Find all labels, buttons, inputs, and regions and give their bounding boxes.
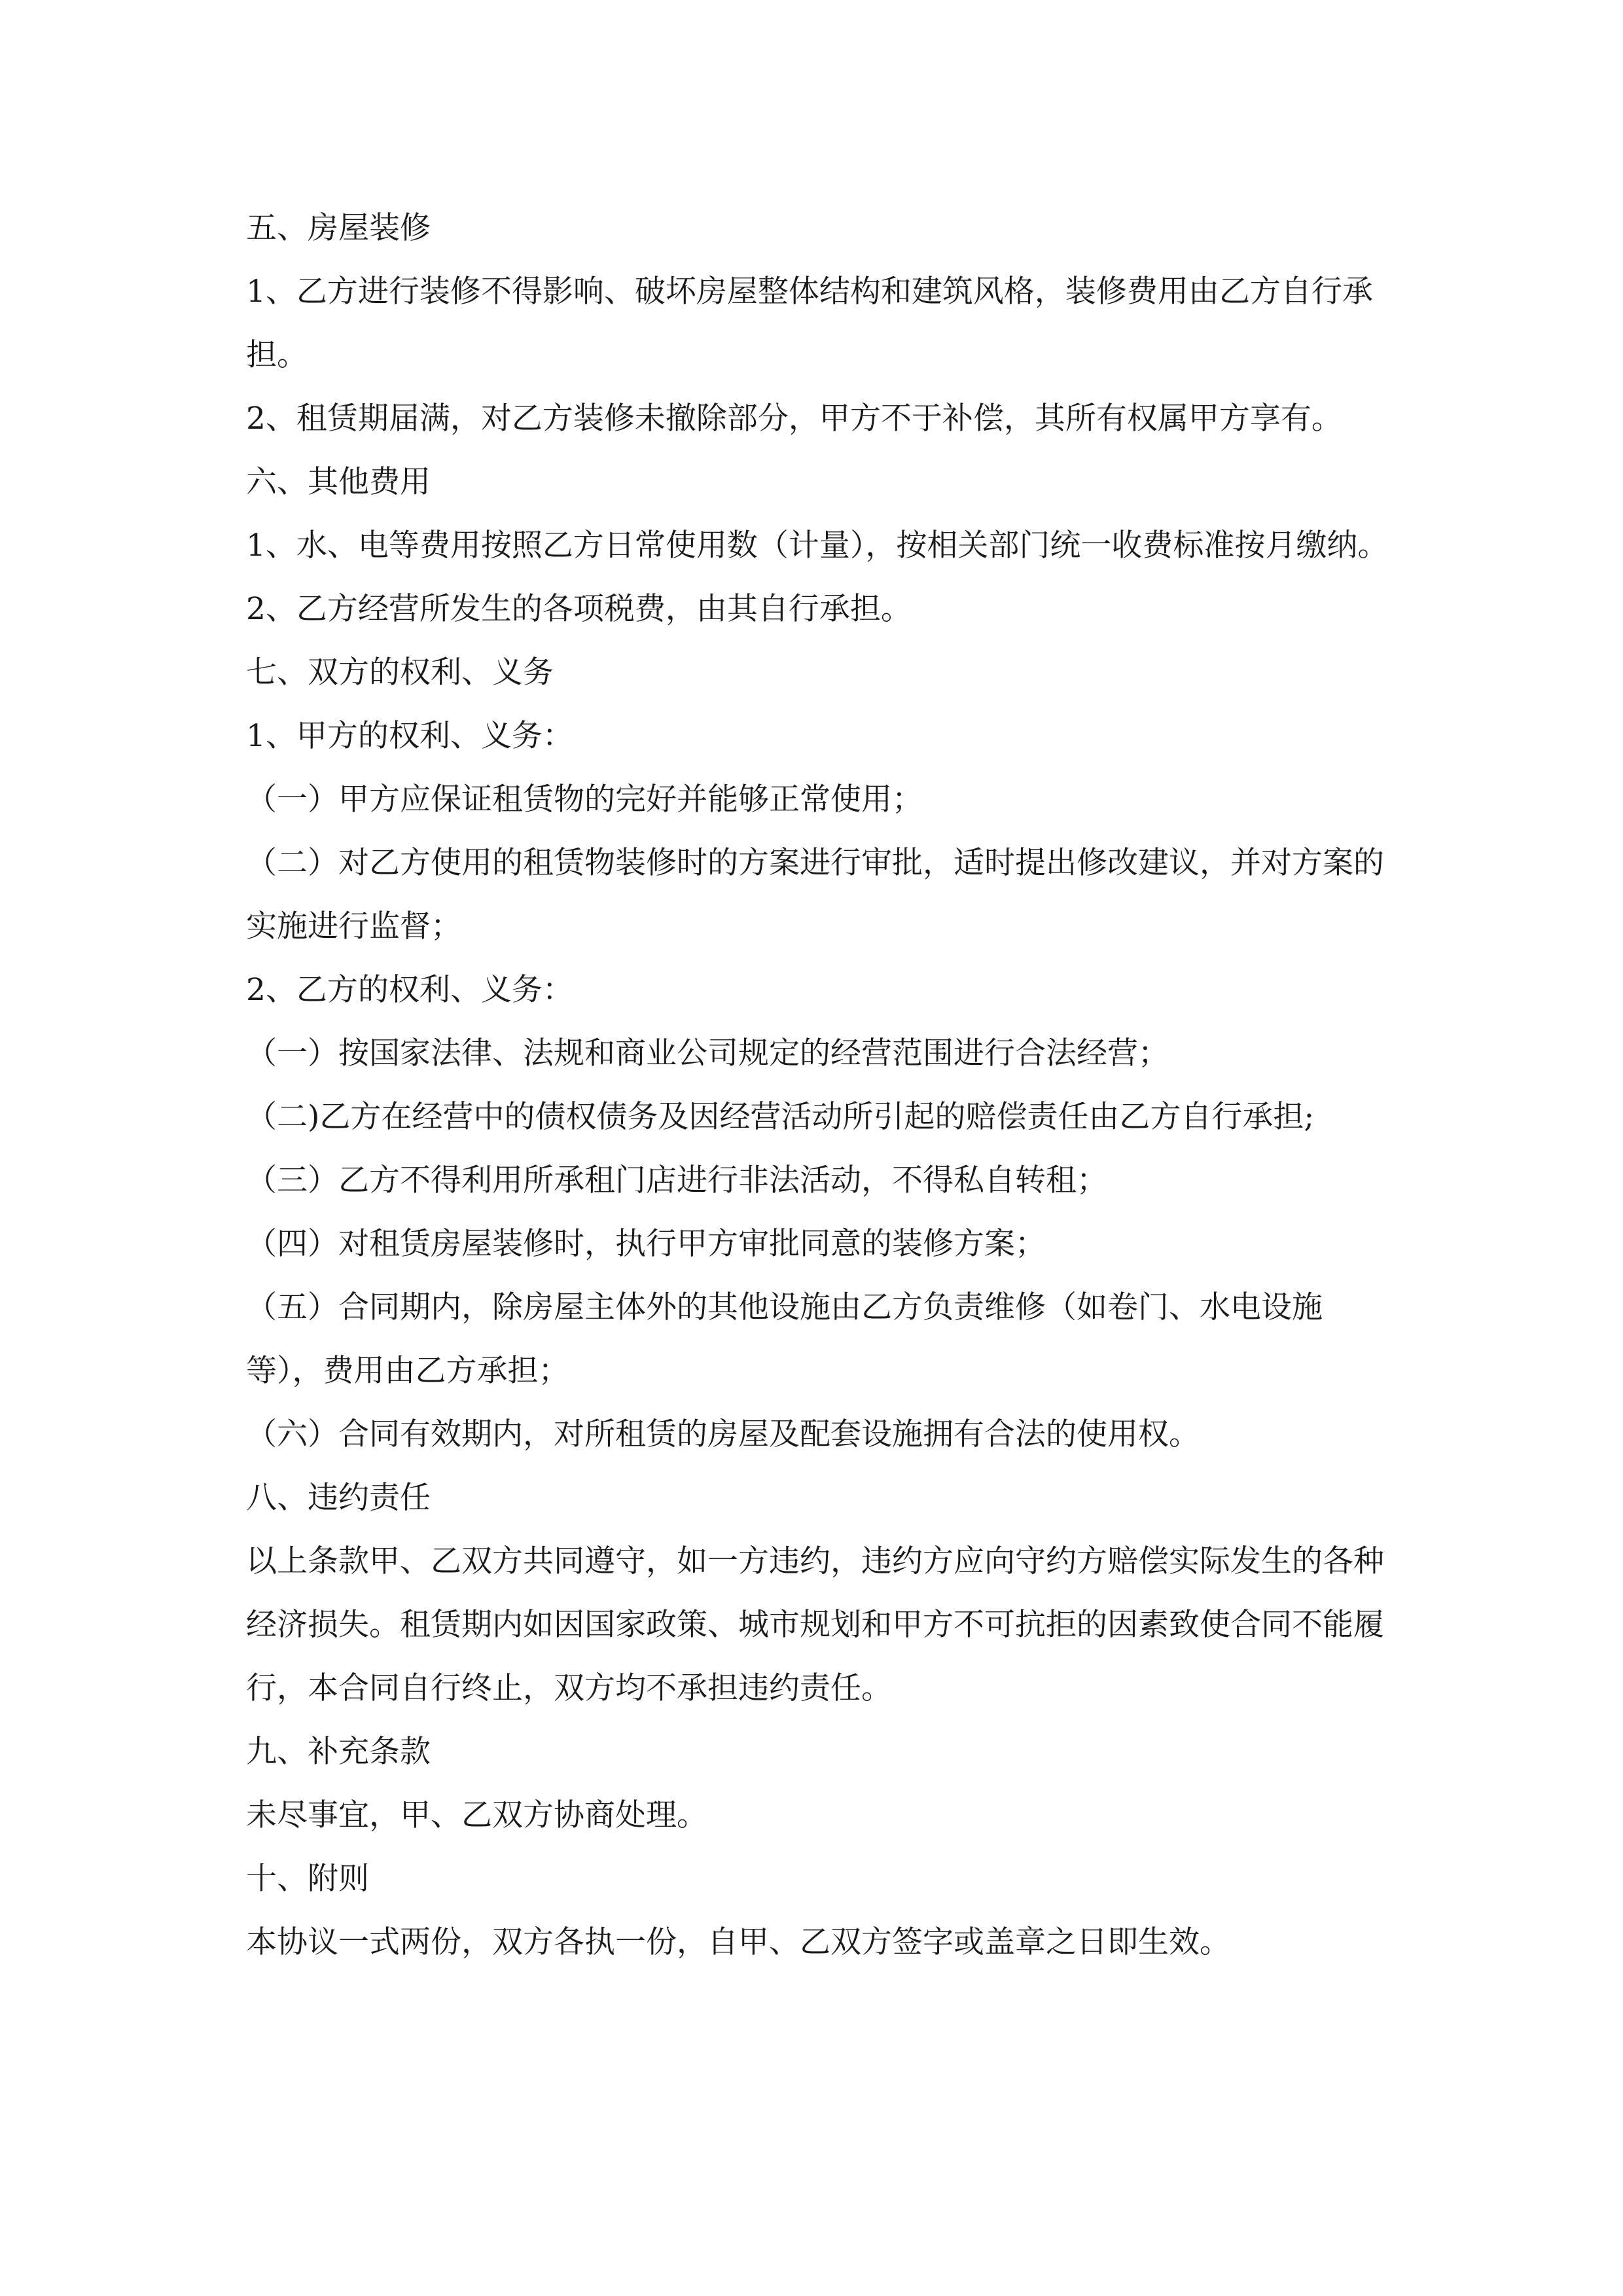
paragraph-party-a-item-1: （一）甲方应保证租赁物的完好并能够正常使用；	[246, 781, 923, 817]
paragraph-fees-1: 1、水、电等费用按照乙方日常使用数（计量），按相关部门统一收费标准按月缴纳。	[246, 528, 1389, 564]
paragraph-party-b-item-5: （五）合同期内，除房屋主体外的其他设施由乙方负责维修（如卷门、水电设施等），费用由乙方承担；	[246, 1289, 1323, 1389]
paragraph-party-b-item-2: （二)乙方在经营中的债权债务及因经营活动所引起的赔偿责任由乙方自行承担;	[246, 1099, 1315, 1135]
paragraph-supplementary: 未尽事宜，甲、乙双方协商处理。	[246, 1797, 707, 1833]
section-heading-supplementary: 九、补充条款	[246, 1734, 431, 1770]
paragraph-renovation-1: 1、乙方进行装修不得影响、破坏房屋整体结构和建筑风格，装修费用由乙方自行承担。	[246, 274, 1373, 373]
section-heading-breach: 八、违约责任	[246, 1480, 431, 1516]
paragraph-party-a-heading: 1、甲方的权利、义务：	[246, 718, 573, 754]
paragraph-party-b-item-6: （六）合同有效期内，对所租赁的房屋及配套设施拥有合法的使用权。	[246, 1416, 1200, 1452]
paragraph-party-a-item-2: （二）对乙方使用的租赁物装修时的方案进行审批，适时提出修改建议，并对方案的实施进行监督；	[246, 845, 1384, 944]
document-body	[246, 196, 1398, 1974]
paragraph-party-b-item-1: （一）按国家法律、法规和商业公司规定的经营范围进行合法经营；	[246, 1035, 1169, 1071]
section-heading-other-fees: 六、其他费用	[246, 464, 431, 500]
paragraph-party-b-item-4: （四）对租赁房屋装修时，执行甲方审批同意的装修方案；	[246, 1226, 1046, 1262]
section-heading-rights-obligations: 七、双方的权利、义务	[246, 655, 554, 691]
section-heading-renovation: 五、房屋装修	[246, 210, 431, 246]
paragraph-fees-2: 2、乙方经营所发生的各项税费，由其自行承担。	[246, 591, 912, 627]
paragraph-party-b-item-3: （三）乙方不得利用所承租门店进行非法活动，不得私自转租；	[246, 1162, 1107, 1198]
section-heading-appendix: 十、附则	[246, 1861, 369, 1897]
paragraph-appendix: 本协议一式两份，双方各执一份，自甲、乙双方签字或盖章之日即生效。	[246, 1924, 1230, 1960]
paragraph-breach: 以上条款甲、乙双方共同遵守，如一方违约，违约方应向守约方赔偿实际发生的各种经济损失。租赁期内如因国家政策、城市规划和甲方不可抗拒的因素致使合同不能履行，本合同自行终止，双方均不承担违约责任。	[246, 1543, 1384, 1706]
paragraph-party-b-heading: 2、乙方的权利、义务：	[246, 972, 573, 1008]
paragraph-renovation-2: 2、租赁期届满，对乙方装修未撤除部分，甲方不于补偿，其所有权属甲方享有。	[246, 401, 1342, 437]
